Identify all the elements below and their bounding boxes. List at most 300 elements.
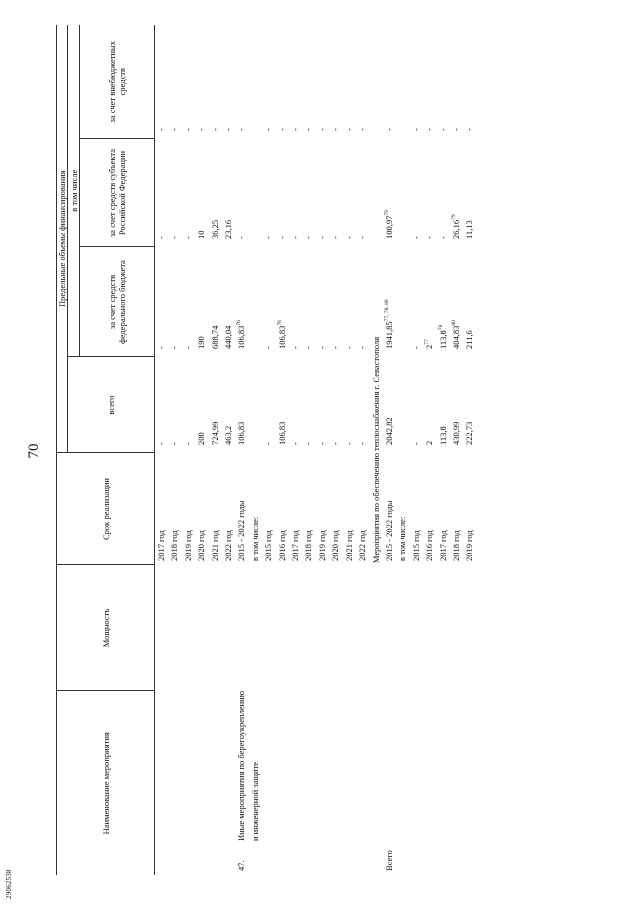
federal-cell xyxy=(155,247,169,357)
header-including: в том числе xyxy=(68,25,80,357)
total-cell xyxy=(276,357,289,453)
extrabudget-cell xyxy=(235,25,248,139)
total-cell-text: - xyxy=(182,442,193,445)
extrabudget-cell xyxy=(463,25,476,139)
regional-cell-text: - xyxy=(357,236,368,239)
table-row xyxy=(168,25,181,875)
period-cell xyxy=(262,453,275,565)
extrabudget-cell-text: - xyxy=(383,128,394,131)
capacity-cell xyxy=(235,565,248,691)
federal-cell xyxy=(463,247,476,357)
total-cell-text: 463,2 xyxy=(223,425,234,445)
capacity-cell xyxy=(329,565,342,691)
extrabudget-cell xyxy=(356,25,369,139)
table-header xyxy=(57,25,155,875)
event-name-cell xyxy=(249,691,262,875)
table-row xyxy=(423,25,436,875)
total-cell-text: - xyxy=(343,442,354,445)
regional-cell xyxy=(289,139,302,247)
period-cell xyxy=(182,453,195,565)
extrabudget-cell-text: - xyxy=(169,128,180,131)
regional-cell xyxy=(463,139,476,247)
federal-cell-text: - xyxy=(290,346,301,349)
extrabudget-cell-text: - xyxy=(236,128,247,131)
page-number: 70 xyxy=(26,443,42,459)
total-cell xyxy=(289,357,302,453)
total-cell xyxy=(262,357,275,453)
federal-cell xyxy=(437,247,450,357)
period-cell xyxy=(222,453,235,565)
capacity-cell xyxy=(396,565,409,691)
period-cell-text: 2017 год xyxy=(290,530,301,561)
period-cell-text: 2019 год xyxy=(464,530,475,561)
period-cell xyxy=(343,453,356,565)
period-cell xyxy=(302,453,315,565)
regional-cell-text: - xyxy=(290,236,301,239)
period-cell xyxy=(437,453,450,565)
extrabudget-cell-text: - xyxy=(343,128,354,131)
event-name-cell xyxy=(155,691,169,875)
total-cell-text: 106,83 xyxy=(276,421,287,445)
event-number: Всего xyxy=(383,850,394,871)
federal-cell-footnote: 78 xyxy=(437,324,444,331)
period-cell xyxy=(209,453,222,565)
extrabudget-cell xyxy=(396,25,409,139)
capacity-cell xyxy=(249,565,262,691)
total-cell xyxy=(383,357,396,453)
period-cell-text: 2015 - 2022 годы xyxy=(236,500,247,561)
extrabudget-cell-text: - xyxy=(156,128,166,131)
federal-cell-text: - xyxy=(316,346,327,349)
extrabudget-cell xyxy=(343,25,356,139)
regional-cell xyxy=(182,139,195,247)
table-row xyxy=(155,25,169,875)
federal-cell-footnote: 80 xyxy=(451,320,458,326)
federal-cell-footnote: 77, 78, 80 xyxy=(384,299,391,322)
total-cell-text: - xyxy=(303,442,314,445)
federal-cell-text: 1941,85 xyxy=(383,321,394,349)
period-cell xyxy=(276,453,289,565)
total-cell xyxy=(343,357,356,453)
period-cell xyxy=(463,453,476,565)
event-name-cell xyxy=(209,691,222,875)
extrabudget-cell xyxy=(195,25,208,139)
header-extrabudget: за счет внебюджетных средств xyxy=(80,25,155,139)
total-cell xyxy=(168,357,181,453)
capacity-cell xyxy=(356,565,369,691)
event-name-cell xyxy=(329,691,342,875)
extrabudget-cell xyxy=(423,25,436,139)
capacity-cell xyxy=(182,565,195,691)
total-cell xyxy=(410,357,423,453)
regional-cell-text: - xyxy=(169,236,180,239)
extrabudget-cell xyxy=(437,25,450,139)
event-name-cell xyxy=(423,691,436,875)
period-cell xyxy=(316,453,329,565)
header-capacity: Мощность xyxy=(57,565,155,691)
regional-cell xyxy=(356,139,369,247)
regional-cell-text: - xyxy=(303,236,314,239)
regional-cell xyxy=(209,139,222,247)
capacity-cell xyxy=(410,565,423,691)
regional-cell xyxy=(276,139,289,247)
capacity-cell xyxy=(289,565,302,691)
period-cell xyxy=(383,453,396,565)
regional-cell xyxy=(423,139,436,247)
regional-cell-text: - xyxy=(276,236,287,239)
total-cell xyxy=(209,357,222,453)
period-cell xyxy=(396,453,409,565)
event-name-cell xyxy=(262,691,275,875)
regional-cell-footnote: 79 xyxy=(451,214,458,220)
total-cell xyxy=(329,357,342,453)
extrabudget-cell xyxy=(168,25,181,139)
total-cell-text: 200 xyxy=(196,432,207,445)
regional-cell-text: 26,16 xyxy=(450,219,461,239)
total-cell xyxy=(155,357,169,453)
capacity-cell xyxy=(463,565,476,691)
federal-cell-text: 106,83 xyxy=(276,325,287,349)
regional-cell-footnote: 79 xyxy=(384,210,391,216)
total-cell xyxy=(450,357,463,453)
period-cell-text: 2020 год xyxy=(330,530,341,561)
regional-cell-text: - xyxy=(410,236,421,239)
capacity-cell xyxy=(316,565,329,691)
capacity-cell xyxy=(276,565,289,691)
extrabudget-cell xyxy=(289,25,302,139)
period-cell-text: 2017 год xyxy=(437,530,448,561)
federal-cell-text: 2 xyxy=(424,344,435,349)
federal-cell-text: 113,8 xyxy=(437,330,448,349)
extrabudget-cell-text: - xyxy=(276,128,287,131)
regional-cell-text: 36,25 xyxy=(209,219,220,239)
federal-cell-text: - xyxy=(303,346,314,349)
federal-cell xyxy=(262,247,275,357)
period-cell-text: 2018 год xyxy=(450,530,461,561)
extrabudget-cell xyxy=(222,25,235,139)
federal-cell-text: - xyxy=(330,346,341,349)
period-cell xyxy=(423,453,436,565)
extrabudget-cell-text: - xyxy=(330,128,341,131)
event-name-cell xyxy=(396,691,409,875)
period-cell-text: 2022 год xyxy=(223,530,234,561)
regional-cell xyxy=(249,139,262,247)
total-cell xyxy=(249,357,262,453)
capacity-cell xyxy=(209,565,222,691)
regional-cell xyxy=(302,139,315,247)
regional-cell xyxy=(155,139,169,247)
federal-cell-footnote: 76 xyxy=(276,320,283,326)
period-cell xyxy=(410,453,423,565)
federal-cell xyxy=(423,247,436,357)
extrabudget-cell-text: - xyxy=(357,128,368,131)
period-cell-text: 2021 год xyxy=(343,530,354,561)
period-cell-text: 2019 год xyxy=(316,530,327,561)
regional-cell-text: - xyxy=(156,236,166,239)
federal-cell xyxy=(168,247,181,357)
header-funding: Предельные объемы финансирования xyxy=(57,25,68,453)
table-row xyxy=(343,25,356,875)
period-cell-text: 2017 год xyxy=(156,530,166,561)
federal-cell xyxy=(450,247,463,357)
federal-cell xyxy=(396,247,409,357)
period-cell-text: 2015 - 2022 годы xyxy=(383,500,394,561)
regional-cell-text: - xyxy=(330,236,341,239)
regional-cell xyxy=(316,139,329,247)
capacity-cell xyxy=(195,565,208,691)
period-cell-text: 2022 год xyxy=(357,530,368,561)
capacity-cell xyxy=(437,565,450,691)
total-cell xyxy=(396,357,409,453)
federal-cell-text: - xyxy=(410,346,421,349)
federal-cell xyxy=(329,247,342,357)
federal-cell-text: - xyxy=(182,346,193,349)
federal-cell xyxy=(343,247,356,357)
period-cell xyxy=(289,453,302,565)
federal-cell-text: - xyxy=(343,346,354,349)
event-name-cell xyxy=(463,691,476,875)
period-cell-text: 2019 год xyxy=(182,530,193,561)
table-row xyxy=(396,25,409,875)
table-row xyxy=(450,25,463,875)
event-name-cell xyxy=(383,691,396,875)
regional-cell xyxy=(383,139,396,247)
total-cell-text: - xyxy=(169,442,180,445)
federal-cell-text: 688,74 xyxy=(209,325,220,349)
table-row xyxy=(410,25,423,875)
event-name-cell xyxy=(343,691,356,875)
capacity-cell xyxy=(168,565,181,691)
table-row xyxy=(383,25,396,875)
total-cell-text: 724,99 xyxy=(209,421,220,445)
extrabudget-cell xyxy=(302,25,315,139)
table-row xyxy=(222,25,235,875)
event-name-cell xyxy=(182,691,195,875)
period-cell xyxy=(249,453,262,565)
total-cell xyxy=(235,357,248,453)
extrabudget-cell-text: - xyxy=(303,128,314,131)
federal-cell xyxy=(276,247,289,357)
capacity-cell xyxy=(262,565,275,691)
federal-cell-text: - xyxy=(263,346,274,349)
total-cell xyxy=(463,357,476,453)
federal-cell-text: - xyxy=(156,346,166,349)
total-cell-text: - xyxy=(316,442,327,445)
event-name-cell xyxy=(450,691,463,875)
total-cell-text: - xyxy=(357,442,368,445)
total-cell xyxy=(222,357,235,453)
table-row xyxy=(356,25,369,875)
regional-cell-text: - xyxy=(437,236,448,239)
period-cell-text: 2018 год xyxy=(169,530,180,561)
total-cell-text: - xyxy=(290,442,301,445)
extrabudget-cell-text: - xyxy=(263,128,274,131)
event-name-cell xyxy=(437,691,450,875)
regional-cell xyxy=(396,139,409,247)
regional-cell-text: 23,16 xyxy=(223,219,234,239)
table-row xyxy=(316,25,329,875)
header-federal: за счет средств федерального бюджета xyxy=(80,247,155,357)
federal-cell xyxy=(410,247,423,357)
event-name-cell xyxy=(356,691,369,875)
table-row xyxy=(329,25,342,875)
capacity-cell xyxy=(155,565,169,691)
capacity-cell xyxy=(222,565,235,691)
event-name-cell xyxy=(289,691,302,875)
extrabudget-cell-text: - xyxy=(290,128,301,131)
event-name-cell xyxy=(410,691,423,875)
regional-cell xyxy=(437,139,450,247)
event-name-cell xyxy=(195,691,208,875)
regional-cell xyxy=(262,139,275,247)
period-cell-text: 2021 год xyxy=(209,530,220,561)
total-cell xyxy=(356,357,369,453)
period-cell-text: 2015 год xyxy=(410,530,421,561)
period-cell-text: 2016 год xyxy=(424,530,435,561)
table-row xyxy=(195,25,208,875)
table-row xyxy=(182,25,195,875)
capacity-cell xyxy=(383,565,396,691)
federal-cell-text: - xyxy=(357,346,368,349)
period-cell-text: 2020 год xyxy=(196,530,207,561)
total-cell-text: - xyxy=(410,442,421,445)
total-cell xyxy=(423,357,436,453)
extrabudget-cell-text: - xyxy=(223,128,234,131)
extrabudget-cell-text: - xyxy=(450,128,461,131)
extrabudget-cell-text: - xyxy=(182,128,193,131)
header-regional: за счет средств субъекта Российской Федерации xyxy=(80,139,155,247)
federal-cell xyxy=(316,247,329,357)
federal-cell-text: 106,83 xyxy=(236,325,247,349)
extrabudget-cell-text: - xyxy=(464,128,475,131)
federal-cell xyxy=(383,247,396,357)
table-row xyxy=(289,25,302,875)
table-row xyxy=(209,25,222,875)
total-cell-text: 2 xyxy=(424,440,435,445)
extrabudget-cell-text: - xyxy=(209,128,220,131)
document-id: 29062538 xyxy=(5,869,13,899)
table-row xyxy=(276,25,289,875)
total-cell xyxy=(182,357,195,453)
regional-cell-text: 11,13 xyxy=(464,220,475,239)
section-title: Мероприятия по обеспечению теплоснабжения г. Севастополя xyxy=(370,336,381,564)
extrabudget-cell xyxy=(450,25,463,139)
table-row xyxy=(302,25,315,875)
table-row xyxy=(249,25,262,875)
extrabudget-cell xyxy=(410,25,423,139)
table-row xyxy=(437,25,450,875)
total-cell-text: 106,83 xyxy=(236,421,247,445)
regional-cell xyxy=(235,139,248,247)
period-cell xyxy=(168,453,181,565)
event-name: и инженерной защите xyxy=(249,761,260,841)
extrabudget-cell-text: - xyxy=(316,128,327,131)
extrabudget-cell xyxy=(249,25,262,139)
extrabudget-cell xyxy=(329,25,342,139)
period-cell xyxy=(155,453,169,565)
total-cell xyxy=(437,357,450,453)
table-row xyxy=(463,25,476,875)
extrabudget-cell xyxy=(155,25,169,139)
event-name-cell xyxy=(302,691,315,875)
regional-cell-text: - xyxy=(343,236,354,239)
total-cell-text: - xyxy=(263,442,274,445)
federal-cell-footnote: 76 xyxy=(236,320,243,326)
event-name-cell xyxy=(235,691,248,875)
regional-cell-text: - xyxy=(182,236,193,239)
regional-cell xyxy=(222,139,235,247)
federal-cell-text: 190 xyxy=(196,336,207,349)
header-total: всего xyxy=(68,357,155,453)
regional-cell-text: - xyxy=(316,236,327,239)
federal-cell xyxy=(289,247,302,357)
period-cell-text: в том числе: xyxy=(397,516,408,561)
total-cell xyxy=(316,357,329,453)
capacity-cell xyxy=(450,565,463,691)
federal-cell xyxy=(356,247,369,357)
regional-cell-text: - xyxy=(236,236,247,239)
total-cell-text: - xyxy=(156,442,166,445)
extrabudget-cell-text: - xyxy=(410,128,421,131)
table-body xyxy=(155,25,477,875)
federal-cell-text: - xyxy=(169,346,180,349)
total-cell-text: 430,99 xyxy=(450,421,461,445)
regional-cell-text: 10 xyxy=(196,230,207,239)
capacity-cell xyxy=(343,565,356,691)
total-cell-text: 113,8 xyxy=(437,426,448,445)
period-cell xyxy=(450,453,463,565)
total-cell xyxy=(195,357,208,453)
regional-cell xyxy=(329,139,342,247)
period-cell xyxy=(356,453,369,565)
period-cell-text: 2016 год xyxy=(276,530,287,561)
extrabudget-cell-text: - xyxy=(196,128,207,131)
period-cell xyxy=(329,453,342,565)
event-name-cell xyxy=(276,691,289,875)
federal-cell-text: 404,83 xyxy=(450,325,461,349)
capacity-cell xyxy=(302,565,315,691)
regional-cell xyxy=(195,139,208,247)
extrabudget-cell xyxy=(383,25,396,139)
event-name-cell xyxy=(168,691,181,875)
federal-cell xyxy=(235,247,248,357)
header-name: Наименование мероприятия xyxy=(57,691,155,875)
regional-cell xyxy=(450,139,463,247)
regional-cell xyxy=(343,139,356,247)
table-row xyxy=(262,25,275,875)
federal-cell-text: 440,04 xyxy=(223,325,234,349)
regional-cell-text: 100,97 xyxy=(383,215,394,239)
total-cell xyxy=(302,357,315,453)
extrabudget-cell xyxy=(182,25,195,139)
section-row xyxy=(370,25,383,875)
regional-cell-text: - xyxy=(263,236,274,239)
period-cell-text: 2018 год xyxy=(303,530,314,561)
extrabudget-cell xyxy=(209,25,222,139)
regional-cell-text: - xyxy=(424,236,435,239)
event-name-cell xyxy=(316,691,329,875)
federal-cell-text: 211,6 xyxy=(464,330,475,349)
federal-cell-footnote: 77 xyxy=(424,339,431,345)
header-period: Срок реализации xyxy=(57,453,155,565)
extrabudget-cell xyxy=(276,25,289,139)
extrabudget-cell xyxy=(262,25,275,139)
total-cell-text: 2042,82 xyxy=(383,417,394,445)
total-cell-text: - xyxy=(330,442,341,445)
federal-cell xyxy=(302,247,315,357)
federal-cell xyxy=(182,247,195,357)
regional-cell xyxy=(168,139,181,247)
